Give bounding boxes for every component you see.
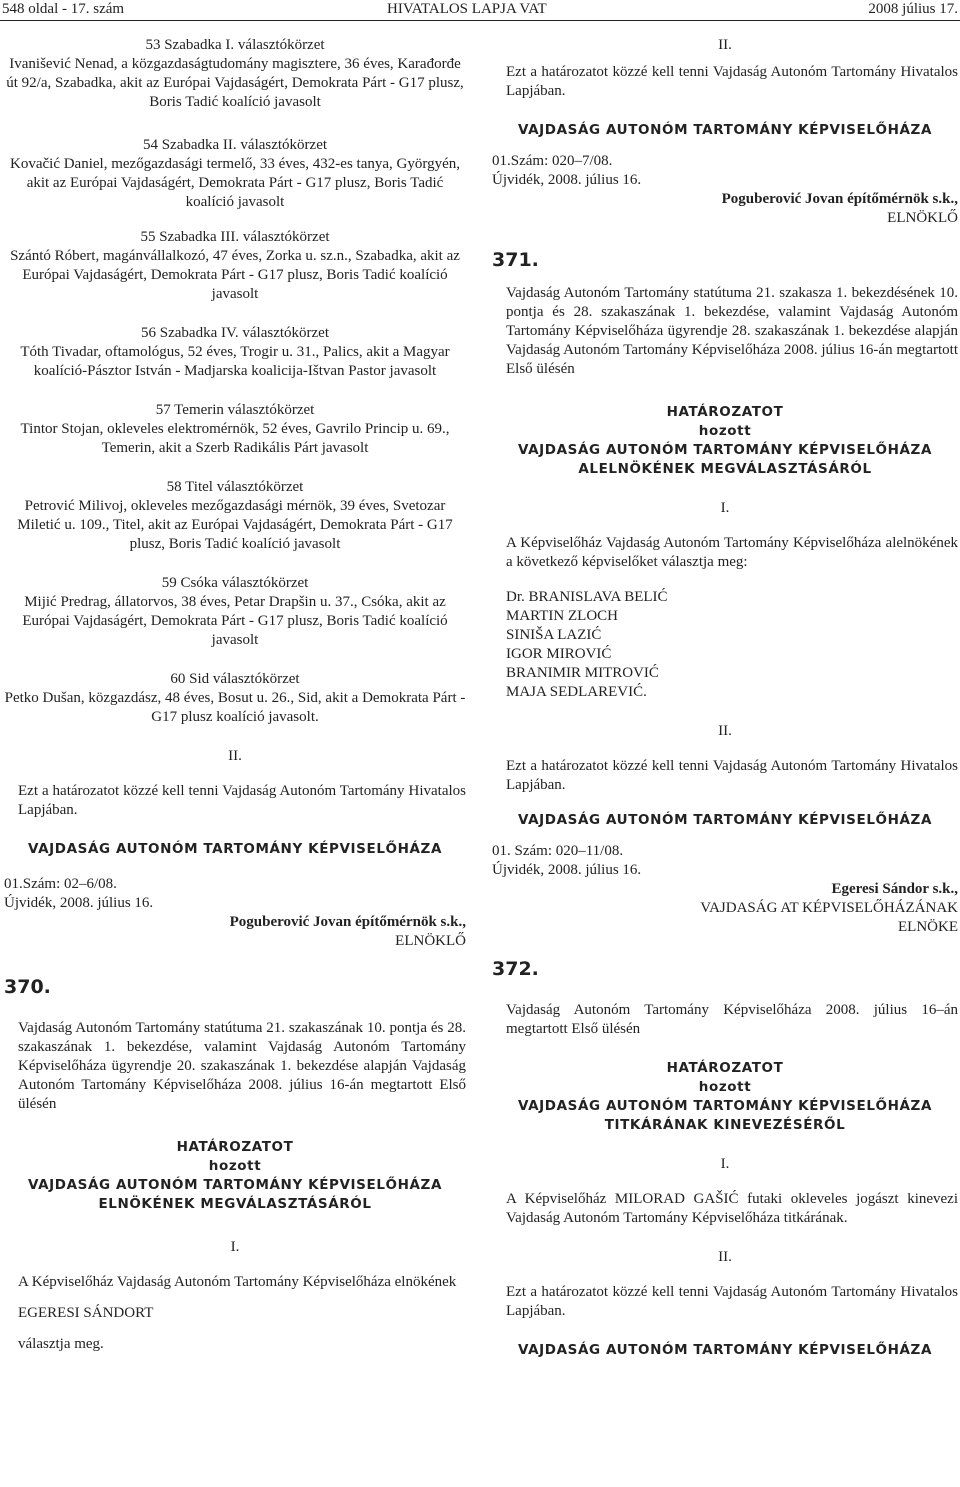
district-55-text: Szántó Róbert, magánvállalkozó, 47 éves, Zorka u. sz.n., Szabadka, akit az Európai Vajdaságért, Demokrata Párt - G17 plusz, Boris Tadić koalíció javasolt xyxy=(10,248,460,302)
list-item: IGOR MIROVIĆ xyxy=(506,646,612,662)
header-rule xyxy=(0,20,960,21)
district-60-title: 60 Sid választókörzet xyxy=(170,671,300,687)
item-371-signer: Egeresi Sándor s.k., xyxy=(831,881,958,897)
district-53-text: Ivanišević Nenad, a közgazdaságtudomány magisztere, 36 éves, Karađorđe út 92/a, Szabadka, akit az Európai Vajdaságért, Demokrata Párt - G17 plusz, Boris Tadić koalíció javasolt xyxy=(6,56,464,110)
item-370-assembly: VAJDASÁG AUTONÓM TARTOMÁNY KÉPVISELŐHÁZA xyxy=(28,1177,442,1193)
item-371-reference: 01. Szám: 020–11/08. xyxy=(492,843,624,859)
item-372-assembly: VAJDASÁG AUTONÓM TARTOMÁNY KÉPVISELŐHÁZA xyxy=(518,1098,932,1114)
district-58-title: 58 Titel választókörzet xyxy=(166,479,304,495)
right-publish-notice: Ezt a határozatot közzé kell tenni Vajdaság Autonóm Tartomány Hivatalos Lapjában. xyxy=(506,64,958,99)
district-58-text: Petrović Milivoj, okleveles mezőgazdasági mérnök, 39 éves, Svetozar Miletić u. 109., Titel, akit az Európai Vajdaságért, Demokrata Párt - G17 plusz, Boris Tadić koalíció javasolt xyxy=(17,498,453,552)
item-372-number: 372. xyxy=(492,958,539,980)
item-371-intro: Vajdaság Autonóm Tartomány statútuma 21. szakasza 1. bekezdésének 10. pontja és 28. szakaszának 1. bekezdése, valamint Vajdaság Autonóm Tartomány Képviselőháza ügyrendje 28. szakaszának 1. bekezdése alapján Vajdaság Autonóm Tartomány Képviselőháza 2008. július 16-án megtartott Első ülésén xyxy=(506,285,958,377)
list-item: BRANIMIR MITROVIĆ xyxy=(506,665,659,681)
right-place-date: Újvidék, 2008. július 16. xyxy=(492,172,642,188)
district-54-text: Kovačić Daniel, mezőgazdasági termelő, 33 éves, 432-es tanya, Györgyén, akit az Európai Vajdaságért, Demokrata Párt - G17 plusz, Boris Tadić koalíció javasolt xyxy=(10,156,460,210)
district-54-title: 54 Szabadka II. választókörzet xyxy=(142,137,328,153)
right-signer-role: ELNÖKLŐ xyxy=(887,210,958,226)
item-371-section-i: I. xyxy=(720,500,730,516)
item-371-publish: Ezt a határozatot közzé kell tenni Vajdaság Autonóm Tartomány Hivatalos Lapjában. xyxy=(506,758,958,793)
page-header xyxy=(0,0,960,19)
district-59-title: 59 Csóka választókörzet xyxy=(161,575,309,591)
item-372-hatarozatot: HATÁROZATOT xyxy=(666,1060,784,1076)
item-371-signer-role: VAJDASÁG AT KÉPVISELŐHÁZÁNAK xyxy=(700,900,958,916)
signer-name: Poguberović Jovan építőmérnök s.k., xyxy=(229,914,466,930)
item-370-text: A Képviselőház Vajdaság Autonóm Tartomány Képviselőháza elnökének xyxy=(18,1274,457,1290)
item-371-subject: ALELNÖKÉNEK MEGVÁLASZTÁSÁRÓL xyxy=(578,461,872,477)
district-57-title: 57 Temerin választókörzet xyxy=(155,402,315,418)
district-55-title: 55 Szabadka III. választókörzet xyxy=(140,229,330,245)
right-reference-number: 01.Szám: 020–7/08. xyxy=(492,153,613,169)
item-372-publish: Ezt a határozatot közzé kell tenni Vajdaság Autonóm Tartomány Hivatalos Lapjában. xyxy=(506,1284,958,1319)
journal-title: HIVATALOS LAPJA VAT xyxy=(387,1,547,17)
district-56-title: 56 Szabadka IV. választókörzet xyxy=(141,325,329,341)
district-59-text: Mijić Predrag, állatorvos, 38 éves, Petar Drapšin u. 37., Csóka, akit az Európai Vajdaságért, Demokrata Párt - G17 plusz, Boris Tadić koalíció javasolt xyxy=(22,594,448,648)
item-371-number: 371. xyxy=(492,249,539,271)
item-372-intro: Vajdaság Autonóm Tartomány Képviselőháza 2008. július 16–án megtartott Első ülésén xyxy=(506,1002,958,1037)
signer-role: ELNÖKLŐ xyxy=(395,933,466,949)
item-372-section-i: I. xyxy=(720,1156,730,1172)
district-60-text: Petko Dušan, közgazdász, 48 éves, Bosut u. 26., Sid, akit a Demokrata Párt - G17 plusz koalíció javasolt. xyxy=(4,690,466,725)
item-372-text: A Képviselőház MILORAD GAŠIĆ futaki okleveles jogászt kinevezi Vajdaság Autonóm Tartomány Képviselőháza titkárának. xyxy=(506,1191,958,1226)
assembly-name: VAJDASÁG AUTONÓM TARTOMÁNY KÉPVISELŐHÁZA xyxy=(28,841,442,857)
right-assembly-name: VAJDASÁG AUTONÓM TARTOMÁNY KÉPVISELŐHÁZA xyxy=(518,122,932,138)
item-371-hatarozatot: HATÁROZATOT xyxy=(666,404,784,420)
right-section-ii-heading: II. xyxy=(718,37,732,53)
item-370-intro: Vajdaság Autonóm Tartomány statútuma 21. szakaszának 10. pontja és 28. szakaszának 1. bekezdése, valamint Vajdaság Autonóm Tartomány Képviselőháza ügyrendje 20. szakaszának 1. bekezdése alapján Vajdaság Autonóm Tartomány Képviselőháza 2008. július 16-án megtartott Első ülésén xyxy=(18,1020,466,1112)
district-57-text: Tintor Stojan, okleveles elektromérnök, 52 éves, Gavrilo Princip u. 69., Temerin, akit a Szerb Radikális Párt javasolt xyxy=(20,421,450,456)
left-column xyxy=(4,36,466,1354)
item-370-hatarozatot: HATÁROZATOT xyxy=(176,1139,294,1155)
right-column xyxy=(492,36,958,1360)
district-56-text: Tóth Tivadar, oftamológus, 52 éves, Trogir u. 31., Palics, akit a Magyar koalíció-Pásztor István - Madjarska koalicija-Ištvan Pastor javasolt xyxy=(20,344,450,379)
item-372-subject: TITKÁRÁNAK KINEVEZÉSÉRŐL xyxy=(604,1117,846,1133)
item-370-name: EGERESI SÁNDORT xyxy=(18,1305,154,1321)
district-53-title: 53 Szabadka I. választókörzet xyxy=(145,37,325,53)
item-371-place-date: Újvidék, 2008. július 16. xyxy=(492,862,642,878)
item-372-hozott: hozott xyxy=(698,1079,752,1095)
issue-date: 2008 július 17. xyxy=(868,1,958,17)
section-ii-heading: II. xyxy=(228,748,242,764)
item-371-hozott: hozott xyxy=(698,423,752,439)
item-371-assembly-footer: VAJDASÁG AUTONÓM TARTOMÁNY KÉPVISELŐHÁZA xyxy=(518,812,932,828)
reference-number: 01.Szám: 02–6/08. xyxy=(4,876,117,892)
item-372-assembly-footer: VAJDASÁG AUTONÓM TARTOMÁNY KÉPVISELŐHÁZA xyxy=(518,1342,932,1358)
page-number: 548 oldal - 17. szám xyxy=(2,1,125,17)
item-371-assembly: VAJDASÁG AUTONÓM TARTOMÁNY KÉPVISELŐHÁZA xyxy=(518,442,932,458)
item-371-signer-role2: ELNÖKE xyxy=(898,919,958,935)
item-370-number: 370. xyxy=(4,976,51,998)
item-370-valasztja: választja meg. xyxy=(18,1336,104,1352)
item-370-section-i: I. xyxy=(230,1239,240,1255)
list-item: Dr. BRANISLAVA BELIĆ xyxy=(506,589,668,605)
item-371-section-ii: II. xyxy=(718,723,732,739)
right-signer-name: Poguberović Jovan építőmérnök s.k., xyxy=(721,191,958,207)
publish-notice: Ezt a határozatot közzé kell tenni Vajdaság Autonóm Tartomány Hivatalos Lapjában. xyxy=(18,783,466,818)
item-371-names xyxy=(492,588,958,702)
item-370-subject: ELNÖKÉNEK MEGVÁLASZTÁSÁRÓL xyxy=(98,1196,372,1212)
item-370-hozott: hozott xyxy=(208,1158,262,1174)
list-item: MAJA SEDLAREVIĆ. xyxy=(506,684,647,700)
place-date: Újvidék, 2008. július 16. xyxy=(4,895,154,911)
item-372-section-ii: II. xyxy=(718,1249,732,1265)
item-371-text: A Képviselőház Vajdaság Autonóm Tartomány Képviselőháza alelnökének a következő képviselőket választja meg: xyxy=(506,535,958,570)
list-item: MARTIN ZLOCH xyxy=(506,608,619,624)
list-item: SINIŠA LAZIĆ xyxy=(506,627,602,643)
